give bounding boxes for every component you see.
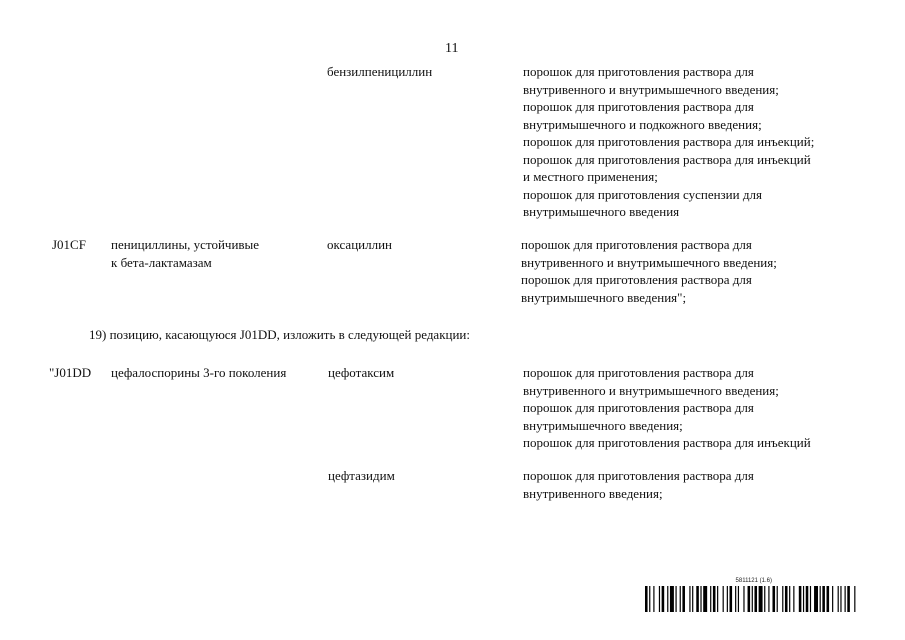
barcode-bar	[727, 586, 728, 612]
barcode-bar	[854, 586, 855, 612]
barcode-bar	[730, 586, 733, 612]
form-line: порошок для приготовления раствора для инъекций	[523, 435, 811, 450]
barcode-bar	[696, 586, 699, 612]
form-line: порошок для приготовления раствора для	[523, 99, 754, 114]
barcode-bar	[645, 586, 648, 612]
form-line: порошок для приготовления раствора для инъекций	[523, 151, 811, 167]
form-line: и местного применения;	[523, 169, 658, 184]
form-line: внутримышечного введения;	[523, 417, 683, 433]
form-line: внутривенного и внутримышечного введения;	[523, 81, 779, 97]
drug-name-cefotaxime: цефотаксим	[328, 365, 395, 380]
barcode-bar	[820, 586, 821, 612]
barcode-bar	[789, 586, 790, 612]
barcode-bar	[838, 586, 839, 612]
barcode-bar	[723, 586, 724, 612]
group-line: к бета-лактамазам	[111, 254, 212, 270]
form-line: внутривенного введения;	[523, 485, 663, 501]
form-line: порошок для приготовления раствора для	[523, 365, 754, 380]
form-line: внутримышечного и подкожного введения;	[523, 116, 762, 132]
form-line: порошок для приготовления раствора для	[523, 400, 754, 415]
barcode-bar	[682, 586, 685, 612]
barcode-bar	[689, 586, 690, 612]
barcode-bar	[768, 586, 769, 612]
barcode-bar	[662, 586, 665, 612]
barcode-bar	[670, 586, 674, 612]
form-line: порошок для приготовления раствора для	[523, 64, 754, 79]
barcode-bar	[752, 586, 753, 612]
form-line: внутривенного и внутримышечного введения;	[523, 382, 779, 398]
barcode-bar	[703, 586, 707, 612]
barcode-bar	[827, 586, 830, 612]
barcode-bar	[667, 586, 668, 612]
barcode-bar	[649, 586, 650, 612]
barcode-bar	[743, 586, 744, 612]
barcode-bar	[735, 586, 736, 612]
atc-code-j01dd: "J01DD	[49, 365, 92, 380]
atc-code-j01cf: J01CF	[52, 237, 86, 252]
barcode-bar	[659, 586, 660, 612]
drug-name-ceftazidime: цефтазидим	[328, 468, 395, 483]
barcode-bar	[785, 586, 788, 612]
barcode-bar	[803, 586, 804, 612]
atc-group-j01cf	[111, 236, 259, 271]
form-line: внутримышечного введения	[523, 204, 680, 219]
form-line: порошок для приготовления суспензии для	[523, 186, 762, 202]
barcode-bar	[713, 586, 716, 612]
barcode-bar	[777, 586, 778, 612]
document-barcode	[645, 578, 857, 614]
form-line: порошок для приготовления раствора для инъекций;	[523, 134, 815, 149]
barcode-bar	[782, 586, 783, 612]
barcode-bar	[832, 586, 833, 612]
barcode-bar	[845, 586, 846, 612]
form-line: внутримышечного введения";	[521, 289, 687, 305]
barcode-bar	[847, 586, 850, 612]
barcode-bar	[840, 586, 841, 612]
barcode-bar	[822, 586, 825, 612]
barcode-bar	[700, 586, 701, 612]
barcode-bar	[653, 586, 654, 612]
barcode-bars	[645, 586, 857, 612]
barcode-bar	[692, 586, 693, 612]
barcode-label: 5811121 (1.6)	[735, 578, 772, 584]
barcode-bar	[814, 586, 818, 612]
atc-group-j01dd: цефалоспорины 3-го поколения	[111, 365, 287, 380]
dosage-forms-benzylpenicillin	[523, 63, 814, 221]
amendment-instruction: 19) позицию, касающуюся J01DD, изложить в следующей редакции:	[89, 327, 471, 342]
drug-name-oxacillin: оксациллин	[327, 237, 392, 252]
group-line: пенициллины, устойчивые	[111, 237, 260, 252]
barcode-bar	[748, 586, 751, 612]
barcode-bar	[710, 586, 711, 612]
barcode-bar	[759, 586, 763, 612]
drug-name-benzylpenicillin: бензилпенициллин	[327, 64, 433, 79]
dosage-forms-oxacillin	[521, 236, 777, 306]
dosage-forms-ceftazidime	[523, 467, 754, 502]
form-line: порошок для приготовления раствора для	[521, 237, 752, 252]
form-line: порошок для приготовления раствора для	[523, 468, 754, 483]
form-line: порошок для приготовления раствора для	[521, 272, 752, 287]
page-number: 11	[445, 41, 459, 56]
dosage-forms-cefotaxime	[523, 364, 811, 452]
barcode-bar	[717, 586, 718, 612]
barcode-bar	[772, 586, 775, 612]
barcode-bar	[810, 586, 811, 612]
barcode-bar	[675, 586, 676, 612]
barcode-bar	[680, 586, 681, 612]
barcode-bar	[738, 586, 739, 612]
barcode-bar	[799, 586, 802, 612]
barcode-bar	[806, 586, 809, 612]
barcode-bar	[793, 586, 794, 612]
barcode-bar	[764, 586, 765, 612]
barcode-bar	[754, 586, 757, 612]
form-line: внутривенного и внутримышечного введения;	[521, 254, 777, 270]
